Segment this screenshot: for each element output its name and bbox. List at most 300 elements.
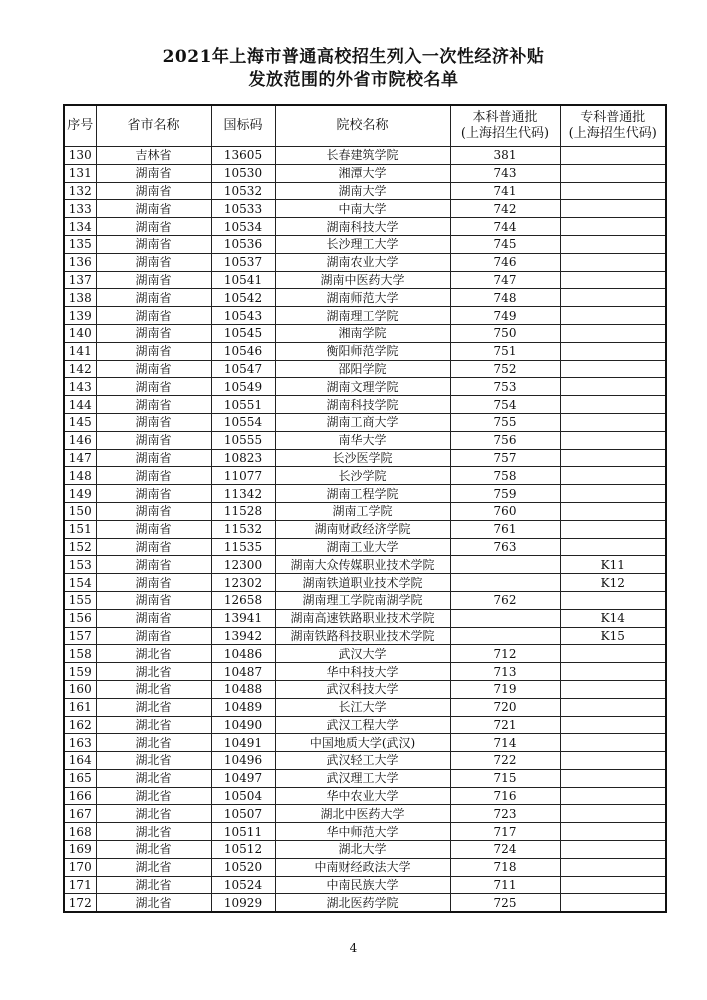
cell-school: 湖南工业大学 bbox=[275, 538, 450, 556]
table-row bbox=[64, 894, 666, 912]
cell-undergrad-code: 712 bbox=[450, 645, 560, 663]
cell-school: 邵阳学院 bbox=[275, 360, 450, 378]
cell-undergrad-code: 720 bbox=[450, 698, 560, 716]
table-row bbox=[64, 253, 666, 271]
cell-school: 长江大学 bbox=[275, 698, 450, 716]
cell-undergrad-code: 758 bbox=[450, 467, 560, 485]
cell-code: 10491 bbox=[211, 734, 275, 752]
cell-code: 12302 bbox=[211, 574, 275, 592]
cell-province: 湖北省 bbox=[96, 716, 211, 734]
cell-school: 长春建筑学院 bbox=[275, 147, 450, 165]
cell-school: 中南大学 bbox=[275, 200, 450, 218]
cell-province: 湖南省 bbox=[96, 182, 211, 200]
cell-province: 吉林省 bbox=[96, 147, 211, 165]
cell-province: 湖南省 bbox=[96, 413, 211, 431]
cell-undergrad-code: 745 bbox=[450, 235, 560, 253]
cell-undergrad-code: 723 bbox=[450, 805, 560, 823]
cell-code: 10490 bbox=[211, 716, 275, 734]
cell-no: 169 bbox=[64, 841, 96, 859]
cell-no: 171 bbox=[64, 876, 96, 894]
cell-junior-code bbox=[560, 271, 666, 289]
cell-no: 136 bbox=[64, 253, 96, 271]
table-row bbox=[64, 680, 666, 698]
cell-province: 湖南省 bbox=[96, 627, 211, 645]
cell-undergrad-code: 761 bbox=[450, 520, 560, 538]
table-row bbox=[64, 235, 666, 253]
cell-province: 湖南省 bbox=[96, 200, 211, 218]
table-row bbox=[64, 841, 666, 859]
cell-code: 10823 bbox=[211, 449, 275, 467]
cell-school: 湖北医药学院 bbox=[275, 894, 450, 912]
cell-school: 湖南师范大学 bbox=[275, 289, 450, 307]
cell-province: 湖北省 bbox=[96, 752, 211, 770]
cell-school: 华中科技大学 bbox=[275, 663, 450, 681]
table-row bbox=[64, 645, 666, 663]
header-no: 序号 bbox=[64, 105, 96, 147]
cell-junior-code bbox=[560, 502, 666, 520]
cell-province: 湖南省 bbox=[96, 449, 211, 467]
cell-school: 南华大学 bbox=[275, 431, 450, 449]
cell-school: 中国地质大学(武汉) bbox=[275, 734, 450, 752]
cell-junior-code bbox=[560, 164, 666, 182]
cell-undergrad-code: 753 bbox=[450, 378, 560, 396]
cell-no: 155 bbox=[64, 591, 96, 609]
cell-school: 湖南财政经济学院 bbox=[275, 520, 450, 538]
cell-undergrad-code: 381 bbox=[450, 147, 560, 165]
cell-province: 湖北省 bbox=[96, 645, 211, 663]
cell-school: 湖南文理学院 bbox=[275, 378, 450, 396]
cell-province: 湖南省 bbox=[96, 342, 211, 360]
cell-junior-code bbox=[560, 894, 666, 912]
cell-code: 10524 bbox=[211, 876, 275, 894]
cell-junior-code bbox=[560, 841, 666, 859]
cell-undergrad-code: 754 bbox=[450, 396, 560, 414]
cell-junior-code bbox=[560, 147, 666, 165]
cell-province: 湖北省 bbox=[96, 876, 211, 894]
cell-code: 13941 bbox=[211, 609, 275, 627]
cell-province: 湖南省 bbox=[96, 307, 211, 325]
cell-school: 湖南工商大学 bbox=[275, 413, 450, 431]
cell-junior-code bbox=[560, 485, 666, 503]
cell-code: 11532 bbox=[211, 520, 275, 538]
cell-school: 长沙学院 bbox=[275, 467, 450, 485]
cell-junior-code bbox=[560, 431, 666, 449]
cell-code: 12300 bbox=[211, 556, 275, 574]
cell-no: 164 bbox=[64, 752, 96, 770]
cell-no: 150 bbox=[64, 502, 96, 520]
table-row bbox=[64, 556, 666, 574]
cell-junior-code bbox=[560, 752, 666, 770]
cell-code: 13605 bbox=[211, 147, 275, 165]
cell-school: 湖南大众传媒职业技术学院 bbox=[275, 556, 450, 574]
cell-junior-code bbox=[560, 324, 666, 342]
header-school: 院校名称 bbox=[275, 105, 450, 147]
cell-code: 10543 bbox=[211, 307, 275, 325]
cell-school: 衡阳师范学院 bbox=[275, 342, 450, 360]
cell-code: 10489 bbox=[211, 698, 275, 716]
table-row bbox=[64, 271, 666, 289]
cell-school: 湖南中医药大学 bbox=[275, 271, 450, 289]
cell-code: 10537 bbox=[211, 253, 275, 271]
cell-junior-code bbox=[560, 307, 666, 325]
header-undergrad-line2: (上海招生代码) bbox=[460, 126, 550, 141]
cell-province: 湖北省 bbox=[96, 734, 211, 752]
cell-no: 144 bbox=[64, 396, 96, 414]
cell-school: 湖南工学院 bbox=[275, 502, 450, 520]
cell-code: 10929 bbox=[211, 894, 275, 912]
cell-no: 166 bbox=[64, 787, 96, 805]
cell-junior-code bbox=[560, 734, 666, 752]
cell-no: 156 bbox=[64, 609, 96, 627]
cell-school: 武汉理工大学 bbox=[275, 769, 450, 787]
table-row bbox=[64, 805, 666, 823]
cell-undergrad-code: 751 bbox=[450, 342, 560, 360]
cell-province: 湖北省 bbox=[96, 894, 211, 912]
cell-code: 12658 bbox=[211, 591, 275, 609]
cell-junior-code bbox=[560, 769, 666, 787]
cell-undergrad-code: 725 bbox=[450, 894, 560, 912]
cell-school: 湖南科技学院 bbox=[275, 396, 450, 414]
cell-no: 149 bbox=[64, 485, 96, 503]
cell-code: 11077 bbox=[211, 467, 275, 485]
table-row bbox=[64, 752, 666, 770]
cell-province: 湖北省 bbox=[96, 787, 211, 805]
cell-code: 10546 bbox=[211, 342, 275, 360]
cell-no: 167 bbox=[64, 805, 96, 823]
cell-code: 10507 bbox=[211, 805, 275, 823]
cell-code: 13942 bbox=[211, 627, 275, 645]
cell-junior-code bbox=[560, 235, 666, 253]
cell-code: 10541 bbox=[211, 271, 275, 289]
cell-school: 长沙理工大学 bbox=[275, 235, 450, 253]
table-row bbox=[64, 574, 666, 592]
cell-undergrad-code bbox=[450, 556, 560, 574]
cell-junior-code bbox=[560, 218, 666, 236]
cell-school: 湖南高速铁路职业技术学院 bbox=[275, 609, 450, 627]
cell-code: 10486 bbox=[211, 645, 275, 663]
cell-school: 湖北中医药大学 bbox=[275, 805, 450, 823]
cell-province: 湖南省 bbox=[96, 271, 211, 289]
cell-undergrad-code: 746 bbox=[450, 253, 560, 271]
cell-junior-code bbox=[560, 396, 666, 414]
cell-school: 华中农业大学 bbox=[275, 787, 450, 805]
cell-no: 137 bbox=[64, 271, 96, 289]
cell-no: 170 bbox=[64, 858, 96, 876]
table-row bbox=[64, 627, 666, 645]
cell-code: 10532 bbox=[211, 182, 275, 200]
cell-code: 10547 bbox=[211, 360, 275, 378]
cell-undergrad-code: 757 bbox=[450, 449, 560, 467]
cell-no: 163 bbox=[64, 734, 96, 752]
cell-province: 湖南省 bbox=[96, 574, 211, 592]
table-row bbox=[64, 823, 666, 841]
table-row bbox=[64, 431, 666, 449]
cell-code: 10520 bbox=[211, 858, 275, 876]
cell-undergrad-code: 724 bbox=[450, 841, 560, 859]
table-row bbox=[64, 378, 666, 396]
cell-code: 10497 bbox=[211, 769, 275, 787]
cell-junior-code bbox=[560, 645, 666, 663]
cell-province: 湖北省 bbox=[96, 769, 211, 787]
cell-province: 湖南省 bbox=[96, 485, 211, 503]
cell-junior-code bbox=[560, 716, 666, 734]
cell-junior-code bbox=[560, 805, 666, 823]
cell-province: 湖北省 bbox=[96, 858, 211, 876]
header-junior-line1: 专科普通批 bbox=[580, 110, 646, 125]
cell-no: 151 bbox=[64, 520, 96, 538]
cell-undergrad-code: 717 bbox=[450, 823, 560, 841]
cell-junior-code bbox=[560, 342, 666, 360]
cell-school: 华中师范大学 bbox=[275, 823, 450, 841]
cell-junior-code bbox=[560, 289, 666, 307]
cell-undergrad-code: 748 bbox=[450, 289, 560, 307]
cell-code: 10545 bbox=[211, 324, 275, 342]
cell-province: 湖北省 bbox=[96, 841, 211, 859]
cell-code: 10551 bbox=[211, 396, 275, 414]
cell-province: 湖南省 bbox=[96, 396, 211, 414]
cell-no: 160 bbox=[64, 680, 96, 698]
cell-province: 湖南省 bbox=[96, 538, 211, 556]
cell-school: 长沙医学院 bbox=[275, 449, 450, 467]
cell-junior-code bbox=[560, 182, 666, 200]
cell-undergrad-code: 743 bbox=[450, 164, 560, 182]
page-number: 4 bbox=[349, 941, 358, 955]
cell-province: 湖南省 bbox=[96, 324, 211, 342]
cell-school: 湖南科技大学 bbox=[275, 218, 450, 236]
cell-school: 湖南理工学院 bbox=[275, 307, 450, 325]
table-row bbox=[64, 609, 666, 627]
cell-province: 湖南省 bbox=[96, 591, 211, 609]
cell-code: 10488 bbox=[211, 680, 275, 698]
cell-code: 10542 bbox=[211, 289, 275, 307]
cell-no: 141 bbox=[64, 342, 96, 360]
table-row bbox=[64, 396, 666, 414]
cell-no: 140 bbox=[64, 324, 96, 342]
cell-no: 138 bbox=[64, 289, 96, 307]
cell-junior-code bbox=[560, 520, 666, 538]
cell-junior-code bbox=[560, 253, 666, 271]
cell-code: 11528 bbox=[211, 502, 275, 520]
cell-code: 10511 bbox=[211, 823, 275, 841]
cell-no: 142 bbox=[64, 360, 96, 378]
cell-junior-code bbox=[560, 360, 666, 378]
cell-province: 湖南省 bbox=[96, 360, 211, 378]
cell-no: 134 bbox=[64, 218, 96, 236]
cell-school: 湖南铁道职业技术学院 bbox=[275, 574, 450, 592]
cell-no: 132 bbox=[64, 182, 96, 200]
cell-undergrad-code: 747 bbox=[450, 271, 560, 289]
table-row bbox=[64, 502, 666, 520]
cell-undergrad-code: 716 bbox=[450, 787, 560, 805]
cell-undergrad-code: 718 bbox=[450, 858, 560, 876]
cell-undergrad-code: 752 bbox=[450, 360, 560, 378]
cell-junior-code bbox=[560, 538, 666, 556]
table-row bbox=[64, 698, 666, 716]
cell-province: 湖南省 bbox=[96, 218, 211, 236]
cell-no: 161 bbox=[64, 698, 96, 716]
table-header-row bbox=[64, 105, 666, 147]
table-row bbox=[64, 769, 666, 787]
table-row bbox=[64, 147, 666, 165]
table-row bbox=[64, 467, 666, 485]
table-row bbox=[64, 716, 666, 734]
cell-no: 135 bbox=[64, 235, 96, 253]
table-row bbox=[64, 663, 666, 681]
cell-province: 湖南省 bbox=[96, 164, 211, 182]
cell-no: 143 bbox=[64, 378, 96, 396]
cell-junior-code bbox=[560, 663, 666, 681]
cell-no: 159 bbox=[64, 663, 96, 681]
cell-code: 10530 bbox=[211, 164, 275, 182]
cell-code: 10555 bbox=[211, 431, 275, 449]
cell-undergrad-code: 741 bbox=[450, 182, 560, 200]
header-junior bbox=[560, 105, 666, 147]
table-row bbox=[64, 324, 666, 342]
cell-province: 湖南省 bbox=[96, 253, 211, 271]
cell-province: 湖南省 bbox=[96, 609, 211, 627]
cell-school: 湘南学院 bbox=[275, 324, 450, 342]
cell-junior-code bbox=[560, 876, 666, 894]
cell-school: 湘潭大学 bbox=[275, 164, 450, 182]
table-row bbox=[64, 485, 666, 503]
cell-junior-code bbox=[560, 591, 666, 609]
cell-undergrad-code bbox=[450, 627, 560, 645]
cell-school: 湖南铁路科技职业技术学院 bbox=[275, 627, 450, 645]
cell-province: 湖南省 bbox=[96, 556, 211, 574]
cell-no: 133 bbox=[64, 200, 96, 218]
cell-code: 11535 bbox=[211, 538, 275, 556]
table-row bbox=[64, 449, 666, 467]
cell-undergrad-code: 755 bbox=[450, 413, 560, 431]
cell-no: 172 bbox=[64, 894, 96, 912]
cell-undergrad-code: 722 bbox=[450, 752, 560, 770]
cell-undergrad-code: 714 bbox=[450, 734, 560, 752]
cell-junior-code bbox=[560, 413, 666, 431]
table-row bbox=[64, 413, 666, 431]
cell-junior-code: K12 bbox=[560, 574, 666, 592]
cell-province: 湖北省 bbox=[96, 680, 211, 698]
cell-no: 146 bbox=[64, 431, 96, 449]
cell-junior-code bbox=[560, 200, 666, 218]
cell-school: 湖北大学 bbox=[275, 841, 450, 859]
cell-code: 10533 bbox=[211, 200, 275, 218]
cell-province: 湖北省 bbox=[96, 823, 211, 841]
table-row bbox=[64, 342, 666, 360]
cell-no: 148 bbox=[64, 467, 96, 485]
cell-undergrad-code: 711 bbox=[450, 876, 560, 894]
cell-code: 10504 bbox=[211, 787, 275, 805]
cell-junior-code: K11 bbox=[560, 556, 666, 574]
table-row bbox=[64, 200, 666, 218]
cell-undergrad-code: 742 bbox=[450, 200, 560, 218]
cell-school: 湖南工程学院 bbox=[275, 485, 450, 503]
header-code: 国标码 bbox=[211, 105, 275, 147]
cell-undergrad-code: 713 bbox=[450, 663, 560, 681]
cell-undergrad-code: 715 bbox=[450, 769, 560, 787]
cell-school: 武汉科技大学 bbox=[275, 680, 450, 698]
table-row bbox=[64, 876, 666, 894]
cell-no: 154 bbox=[64, 574, 96, 592]
table-row bbox=[64, 307, 666, 325]
cell-no: 139 bbox=[64, 307, 96, 325]
cell-code: 10536 bbox=[211, 235, 275, 253]
cell-province: 湖南省 bbox=[96, 520, 211, 538]
school-list-table bbox=[63, 104, 667, 913]
cell-junior-code bbox=[560, 467, 666, 485]
cell-undergrad-code: 762 bbox=[450, 591, 560, 609]
cell-junior-code bbox=[560, 449, 666, 467]
cell-undergrad-code: 744 bbox=[450, 218, 560, 236]
cell-code: 10534 bbox=[211, 218, 275, 236]
cell-junior-code bbox=[560, 858, 666, 876]
cell-school: 湖南农业大学 bbox=[275, 253, 450, 271]
cell-code: 10512 bbox=[211, 841, 275, 859]
cell-code: 10487 bbox=[211, 663, 275, 681]
cell-undergrad-code: 760 bbox=[450, 502, 560, 520]
table-row bbox=[64, 734, 666, 752]
cell-no: 131 bbox=[64, 164, 96, 182]
cell-province: 湖南省 bbox=[96, 467, 211, 485]
cell-code: 11342 bbox=[211, 485, 275, 503]
table-row bbox=[64, 218, 666, 236]
cell-province: 湖南省 bbox=[96, 431, 211, 449]
cell-no: 130 bbox=[64, 147, 96, 165]
cell-school: 武汉轻工大学 bbox=[275, 752, 450, 770]
cell-school: 中南民族大学 bbox=[275, 876, 450, 894]
header-junior-line2: (上海招生代码) bbox=[568, 126, 657, 141]
table-body bbox=[64, 147, 666, 913]
table-row bbox=[64, 164, 666, 182]
document-title-line2: 发放范围的外省市院校名单 bbox=[248, 70, 459, 90]
cell-junior-code bbox=[560, 698, 666, 716]
cell-no: 168 bbox=[64, 823, 96, 841]
cell-province: 湖南省 bbox=[96, 378, 211, 396]
cell-school: 湖南理工学院南湖学院 bbox=[275, 591, 450, 609]
cell-province: 湖北省 bbox=[96, 663, 211, 681]
document-title-line1: 2021年上海市普通高校招生列入一次性经济补贴 bbox=[162, 47, 545, 67]
header-undergrad-line1: 本科普通批 bbox=[472, 110, 538, 125]
cell-no: 145 bbox=[64, 413, 96, 431]
cell-no: 165 bbox=[64, 769, 96, 787]
table-row bbox=[64, 520, 666, 538]
cell-undergrad-code: 763 bbox=[450, 538, 560, 556]
table-row bbox=[64, 538, 666, 556]
cell-undergrad-code: 750 bbox=[450, 324, 560, 342]
cell-province: 湖南省 bbox=[96, 502, 211, 520]
cell-undergrad-code: 749 bbox=[450, 307, 560, 325]
cell-no: 162 bbox=[64, 716, 96, 734]
cell-no: 157 bbox=[64, 627, 96, 645]
cell-junior-code bbox=[560, 787, 666, 805]
cell-province: 湖南省 bbox=[96, 235, 211, 253]
cell-junior-code: K14 bbox=[560, 609, 666, 627]
cell-undergrad-code: 756 bbox=[450, 431, 560, 449]
cell-no: 153 bbox=[64, 556, 96, 574]
cell-school: 中南财经政法大学 bbox=[275, 858, 450, 876]
cell-junior-code bbox=[560, 378, 666, 396]
table-row bbox=[64, 360, 666, 378]
cell-no: 152 bbox=[64, 538, 96, 556]
cell-undergrad-code: 719 bbox=[450, 680, 560, 698]
cell-code: 10496 bbox=[211, 752, 275, 770]
cell-province: 湖北省 bbox=[96, 698, 211, 716]
cell-code: 10554 bbox=[211, 413, 275, 431]
table-row bbox=[64, 858, 666, 876]
cell-school: 武汉大学 bbox=[275, 645, 450, 663]
cell-no: 147 bbox=[64, 449, 96, 467]
cell-junior-code bbox=[560, 823, 666, 841]
table-row bbox=[64, 182, 666, 200]
